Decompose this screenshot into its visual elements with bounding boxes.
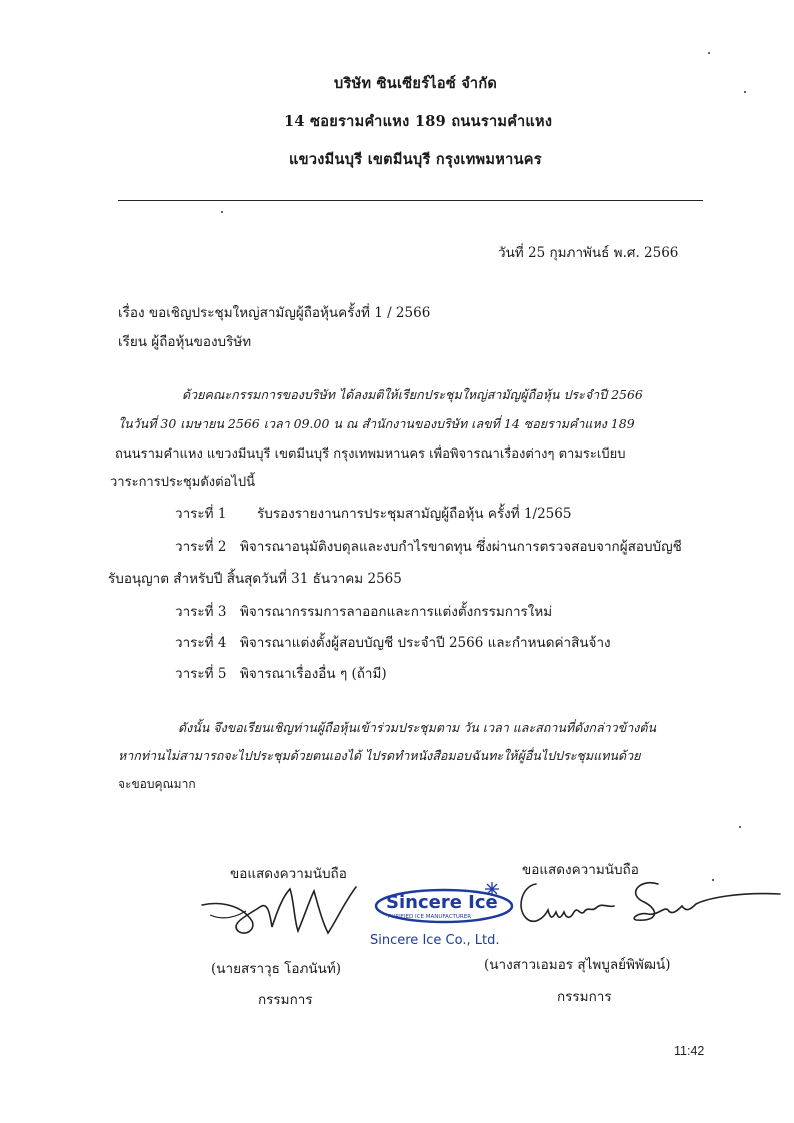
agenda-label-3: วาระที่ 3	[175, 604, 227, 620]
agenda-text-3: พิจารณากรรมการลาออกและการแต่งตั้งกรรมการใหม่	[240, 604, 553, 620]
snowflake-icon	[485, 882, 499, 896]
company-address-line1: 14 ซอยรามคำแหง 189 ถนนรามคำแหง	[284, 113, 553, 130]
agenda-label-4: วาระที่ 4	[175, 635, 227, 651]
right-signatory-title: กรรมการ	[557, 989, 612, 1005]
scan-speck	[744, 91, 746, 93]
scan-speck	[708, 52, 710, 54]
agenda-label-2: วาระที่ 2	[175, 539, 227, 555]
right-signatory-name: (นางสาวเอมอร สุไพบูลย์พิพัฒน์)	[484, 957, 671, 973]
left-signatory-title: กรรมการ	[258, 992, 313, 1008]
agenda-label-1: วาระที่ 1	[175, 506, 227, 522]
scan-speck	[712, 879, 714, 881]
agenda-text-2: พิจารณาอนุมัติงบดุลและงบกำไรขาดทุน ซึ่งผ่านการตรวจสอบจากผู้สอบบัญชี	[240, 539, 682, 555]
agenda-label-5: วาระที่ 5	[175, 666, 227, 682]
intro-line-3: ถนนรามคำแหง แขวงมีนบุรี เขตมีนบุรี กรุงเทพมหานคร เพื่อพิจารณาเรื่องต่างๆ ตามระเบียบ	[115, 447, 626, 462]
stamp-tagline: PURIFIED ICE MANUFACTURER	[388, 914, 472, 920]
header-divider	[118, 200, 703, 201]
intro-line-2: ในวันที่ 30 เมษายน 2566 เวลา 09.00 น ณ สำนักงานของบริษัท เลขที่ 14 ซอยรามคำแหง 189	[118, 416, 635, 431]
company-name: บริษัท ซินเซียร์ไอซ์ จำกัด	[334, 75, 498, 92]
letter-recipient: เรียน ผู้ถือหุ้นของบริษัท	[118, 334, 252, 350]
closing-line-2: หากท่านไม่สามารถจะไปประชุมด้วยตนเองได้ ไปรดทำหนังสือมอบฉันทะให้ผู้อื่นไปประชุมแทนด้วย	[118, 748, 641, 763]
agenda-text-1: รับรองรายงานการประชุมสามัญผู้ถือหุ้น ครั้งที่ 1/2565	[257, 506, 572, 522]
right-regards: ขอแสดงความนับถือ	[522, 862, 639, 878]
scan-speck	[221, 211, 223, 213]
left-signature	[190, 875, 365, 950]
left-signatory-name: (นายสราวุธ โอภนันท์)	[211, 961, 342, 977]
stamp-logo-text: Sincere Ice	[386, 892, 498, 913]
right-signature	[508, 872, 788, 937]
closing-line-3: จะขอบคุณมาก	[118, 777, 196, 791]
company-stamp	[366, 878, 526, 950]
closing-line-1: ดังนั้น จึงขอเรียนเชิญท่านผู้ถือหุ้นเข้าร่วมประชุมตาม วัน เวลา และสถานที่ดังกล่าวข้างต้น	[178, 720, 656, 735]
agenda-text-5: พิจารณาเรื่องอื่น ๆ (ถ้ามี)	[240, 666, 387, 682]
letter-subject: เรื่อง ขอเชิญประชุมใหญ่สามัญผู้ถือหุ้นครั้งที่ 1 / 2566	[118, 305, 431, 321]
left-regards: ขอแสดงความนับถือ	[230, 866, 347, 882]
stamp-company-en: Sincere Ice Co., Ltd.	[370, 933, 500, 948]
agenda-text-2-continued: รับอนุญาต สำหรับปี สิ้นสุดวันที่ 31 ธันวาคม 2565	[108, 571, 402, 587]
scan-speck	[739, 826, 741, 828]
company-address-line2: แขวงมีนบุรี เขตมีนบุรี กรุงเทพมหานคร	[289, 151, 542, 168]
print-time: 11:42	[674, 1044, 705, 1058]
intro-line-4: วาระการประชุมดังต่อไปนี้	[110, 475, 256, 490]
intro-line-1: ด้วยคณะกรรมการของบริษัท ได้ลงมติให้เรียกประชุมใหญ่สามัญผู้ถือหุ้น ประจำปี 2566	[182, 387, 643, 402]
agenda-text-4: พิจารณาแต่งตั้งผู้สอบบัญชี ประจำปี 2566 และกำหนดค่าสินจ้าง	[240, 635, 611, 651]
letter-date: วันที่ 25 กุมภาพันธ์ พ.ศ. 2566	[498, 245, 679, 261]
